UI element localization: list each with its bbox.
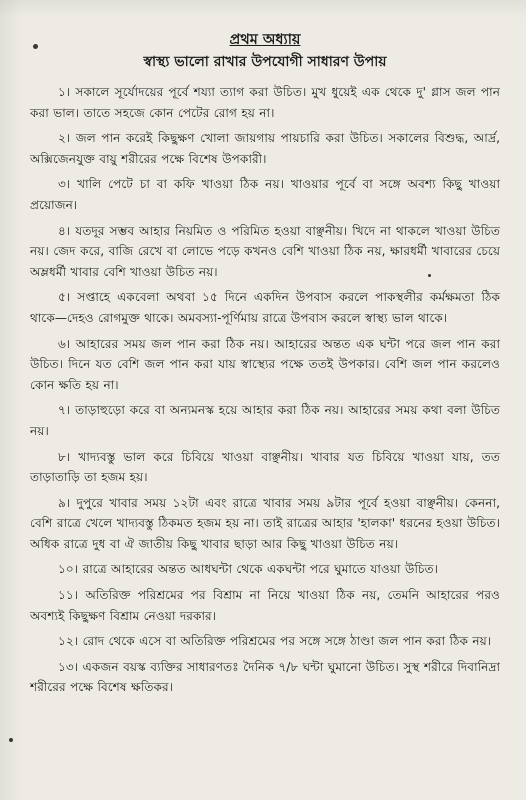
paragraph-10: ১০। রাত্রে আহারের অন্তত আধঘন্টা থেকে একঘন্টা পরে ঘুমাতে যাওয়া উচিত।	[58, 562, 439, 577]
paragraph-6: ৬। আহারের সময় জল পান করা ঠিক নয়। আহারের অন্তত এক ঘন্টা পরে জল পান করা উচিত। দিনে যত বেশি জল পান করা যায় স্বাস্থ্যের পক্ষে ততই উপকার। বেশি জল পান করলেও কোন ক্ষতি হয় না।	[30, 336, 500, 392]
chapter-title: প্রথম অধ্যায়	[229, 32, 301, 48]
ink-speck	[428, 274, 431, 277]
paragraph-3: ৩। খালি পেটে চা বা কফি খাওয়া ঠিক নয়। খাওয়ার পূর্বে বা সঙ্গে অবশ্য কিছু খাওয়া প্রয়োজন।	[30, 177, 500, 212]
ink-speck	[33, 44, 38, 49]
paragraph-12: ১২। রোদ থেকে এসে বা অতিরিক্ত পরিশ্রমের পর সঙ্গে সঙ্গে ঠাণ্ডা জল পান করা ঠিক নয়।	[58, 634, 492, 649]
paragraph-11: ১১। অতিরিক্ত পরিশ্রমের পর বিশ্রাম না নিয়ে খাওয়া ঠিক নয়, তেমনি আহারের পরও অবশ্যই কিছুক্ষণ বিশ্রাম নেওয়া দরকার।	[30, 588, 500, 623]
paragraph-7: ৭। তাড়াহুড়ো করে বা অন্যমনস্ক হয়ে আহার করা ঠিক নয়। আহারের সময় কথা বলা উচিত নয়।	[30, 403, 500, 438]
paragraph-4: ৪। যতদূর সম্ভব আহার নিয়মিত ও পরিমিত হওয়া বাঞ্ছনীয়। খিদে না থাকলে খাওয়া উচিত নয়। জেদ করে, বাজি রেখে বা লোভে পড়ে কখনও বেশি খাওয়া ঠিক নয়, ক্ষারধর্মী খাবারের চেয়ে অম্লধর্মী খাবার বেশি খাওয়া উচিত নয়।	[30, 223, 500, 279]
chapter-subtitle: স্বাস্থ্য ভালো রাখার উপযোগী সাধারণ উপায়	[143, 54, 387, 70]
paragraph-8: ৮। খাদ্যবস্তু ভাল করে চিবিয়ে খাওয়া বাঞ্ছনীয়। খাবার যত চিবিয়ে খাওয়া যায়, তত তাড়াতাড়ি তা হজম হয়।	[30, 449, 500, 485]
paragraph-2: ২। জল পান করেই কিছুক্ষণ খোলা জায়গায় পায়চারি করা উচিত। সকালের বিশুদ্ধ, আর্দ্র, অক্সিজেনযুক্ত বায়ু শরীরের পক্ষে বিশেষ উপকারী।	[30, 131, 500, 166]
paragraph-13: ১৩। একজন বয়স্ক ব্যক্তির সাধারণতঃ দৈনিক ৭/৮ ঘন্টা ঘুমানো উচিত। সুস্থ শরীরে দিবানিদ্রা শরীরের পক্ষে বিশেষ ক্ষতিকর।	[30, 659, 500, 695]
paragraph-5: ৫। সপ্তাহে একবেলা অথবা ১৫ দিনে একদিন উপবাস করলে পাকস্থলীর কর্মক্ষমতা ঠিক থাকে—দেহও রোগমুক্ত থাকে। অমবস্যা-পূর্ণিমায় রাত্রে উপবাস করলে স্বাস্থ্য ভাল থাকে।	[30, 290, 500, 325]
paragraph-9: ৯। দুপুরে খাবার সময় ১২টা এবং রাত্রে খাবার সময় ৯টার পূর্বে হওয়া বাঞ্ছনীয়। কেননা, বেশি রাত্রে খেলে খাদ্যবস্তু ঠিকমত হজম হয় না। তাই রাত্রের আহার 'হালকা' ধরনের হওয়া উচিত। অধিক রাত্রে দুধ বা ঐ জাতীয় কিছু খাবার ছাড়া আর কিছু খাওয়া উচিত নয়।	[30, 495, 500, 551]
paragraph-1: ১। সকালে সূর্যোদয়ের পূর্বে শয্যা ত্যাগ করা উচিত। মুখ ধুয়েই এক থেকে দু' গ্লাস জল পান করা ভাল। তাতে সহজে কোন পেটের রোগ হয় না।	[30, 85, 500, 120]
ink-speck	[9, 738, 13, 742]
